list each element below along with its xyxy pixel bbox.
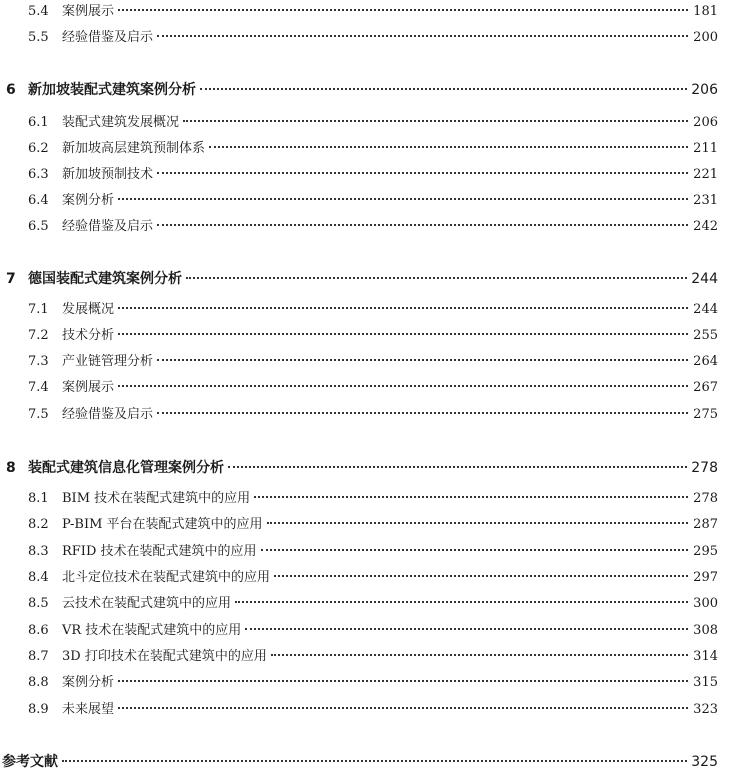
dot-leader: [157, 224, 688, 226]
toc-entry-number: 8.9: [28, 702, 49, 717]
toc-entry-number: 8.5: [28, 596, 49, 611]
dot-leader: [228, 466, 687, 468]
toc-entry[interactable]: [28, 621, 718, 641]
toc-entry[interactable]: [28, 405, 718, 425]
toc-entry[interactable]: [28, 28, 718, 48]
dot-leader: [271, 654, 688, 656]
dot-leader: [118, 198, 688, 200]
dot-leader: [267, 522, 688, 524]
dot-leader: [183, 120, 688, 122]
dot-leader: [186, 277, 687, 279]
toc-entry-title: 经验借鉴及启示: [62, 407, 154, 422]
dot-leader: [118, 9, 688, 11]
toc-entry-page: 211: [693, 141, 718, 156]
toc-entry[interactable]: [28, 139, 718, 159]
dot-leader: [62, 760, 687, 762]
toc-entry-page: 295: [693, 544, 718, 559]
toc-entry-title: 经验借鉴及启示: [62, 30, 154, 45]
toc-entry[interactable]: [28, 515, 718, 535]
dot-leader: [118, 307, 688, 309]
toc-entry-page: 297: [693, 570, 718, 585]
toc-chapter-number: 8: [6, 460, 16, 476]
toc-entry-title: 产业链管理分析: [62, 354, 154, 369]
toc-entry-title: BIM 技术在装配式建筑中的应用: [62, 491, 251, 506]
toc-entry-page: 315: [693, 675, 718, 690]
toc-entry-page: 300: [693, 596, 718, 611]
toc-entry-number: 6.5: [28, 219, 49, 234]
dot-leader: [245, 628, 688, 630]
toc-entry[interactable]: [28, 217, 718, 237]
toc-entry[interactable]: [28, 191, 718, 211]
toc-entry-title: 新加坡高层建筑预制体系: [62, 141, 206, 156]
toc-references-title: 参考文献: [2, 754, 58, 770]
toc-entry-number: 8.1: [28, 491, 49, 506]
toc-entry-number: 8.2: [28, 517, 49, 532]
toc-entry-title: 新加坡预制技术: [62, 167, 154, 182]
toc-chapter-page: 244: [691, 271, 718, 287]
toc-entry-number: 6.2: [28, 141, 49, 156]
toc-entry-number: 8.8: [28, 675, 49, 690]
toc-entry[interactable]: [28, 673, 718, 693]
dot-leader: [261, 549, 689, 551]
toc-entry-title: RFID 技术在装配式建筑中的应用: [62, 544, 257, 559]
toc-entry-page: 308: [693, 623, 718, 638]
dot-leader: [200, 88, 687, 90]
toc-entry-title: 装配式建筑发展概况: [62, 115, 180, 130]
toc-entry-title: 未来展望: [62, 702, 115, 717]
toc-entry-page: 206: [693, 115, 718, 130]
toc-entry[interactable]: [28, 647, 718, 667]
toc-entry-page: 231: [693, 193, 718, 208]
toc-entry-page: 323: [693, 702, 718, 717]
toc-entry[interactable]: [28, 700, 718, 720]
dot-leader: [118, 385, 688, 387]
toc-entry-number: 6.1: [28, 115, 49, 130]
toc-entry[interactable]: [28, 113, 718, 133]
toc-entry-title: 技术分析: [62, 328, 115, 343]
dot-leader: [157, 172, 688, 174]
toc-entry-page: 221: [693, 167, 718, 182]
toc-chapter-number: 7: [6, 271, 16, 287]
toc-entry-page: 278: [693, 491, 718, 506]
toc-chapter-title: 新加坡装配式建筑案例分析: [28, 82, 196, 98]
toc-chapter-title: 装配式建筑信息化管理案例分析: [28, 460, 224, 476]
dot-leader: [118, 680, 688, 682]
toc-entry[interactable]: [28, 568, 718, 588]
toc-entry-title: 案例展示: [62, 4, 115, 19]
toc-entry-number: 7.4: [28, 380, 49, 395]
dot-leader: [274, 575, 688, 577]
toc-entry-number: 6.4: [28, 193, 49, 208]
toc-entry-number: 8.7: [28, 649, 49, 664]
toc-entry-page: 200: [693, 30, 718, 45]
toc-references-page: 325: [691, 754, 718, 770]
toc-entry-title: 北斗定位技术在装配式建筑中的应用: [62, 570, 271, 585]
dot-leader: [209, 146, 688, 148]
toc-chapter-page: 206: [691, 82, 718, 98]
toc-entry-number: 8.4: [28, 570, 49, 585]
toc-entry-number: 8.3: [28, 544, 49, 559]
toc-chapter-number: 6: [6, 82, 16, 98]
toc-entry-number: 5.4: [28, 4, 49, 19]
toc-entry-number: 7.5: [28, 407, 49, 422]
toc-chapter[interactable]: [6, 80, 718, 100]
toc-entry-page: 244: [693, 302, 718, 317]
dot-leader: [254, 496, 688, 498]
toc-chapter[interactable]: [6, 269, 718, 289]
toc-entry[interactable]: [28, 165, 718, 185]
toc-entry-title: 案例分析: [62, 675, 115, 690]
toc-entry[interactable]: [28, 594, 718, 614]
toc-entry[interactable]: [28, 300, 718, 320]
toc-entry-title: 案例分析: [62, 193, 115, 208]
toc-entry-number: 7.3: [28, 354, 49, 369]
toc-entry[interactable]: [28, 489, 718, 509]
toc-entry-page: 314: [693, 649, 718, 664]
toc-entry-number: 6.3: [28, 167, 49, 182]
dot-leader: [235, 601, 688, 603]
toc-entry-title: 经验借鉴及启示: [62, 219, 154, 234]
toc-entry[interactable]: [28, 352, 718, 372]
dot-leader: [157, 412, 688, 414]
toc-entry[interactable]: [28, 378, 718, 398]
dot-leader: [157, 359, 688, 361]
toc-chapter-title: 德国装配式建筑案例分析: [28, 271, 182, 287]
toc-entry-title: 发展概况: [62, 302, 115, 317]
toc-entry-title: 云技术在装配式建筑中的应用: [62, 596, 232, 611]
toc-entry-number: 7.2: [28, 328, 49, 343]
toc-chapter-page: 278: [691, 460, 718, 476]
dot-leader: [118, 333, 688, 335]
toc-entry-number: 8.6: [28, 623, 49, 638]
toc-entry[interactable]: [28, 326, 718, 346]
toc-references[interactable]: [2, 752, 718, 772]
toc-entry-title: 案例展示: [62, 380, 115, 395]
dot-leader: [157, 35, 688, 37]
toc-entry-page: 255: [693, 328, 718, 343]
toc-entry[interactable]: [28, 542, 718, 562]
toc-entry-page: 181: [693, 4, 718, 19]
toc-chapter[interactable]: [6, 458, 718, 478]
dot-leader: [118, 707, 688, 709]
toc-entry-page: 242: [693, 219, 718, 234]
toc-entry-page: 267: [693, 380, 718, 395]
toc-entry-page: 275: [693, 407, 718, 422]
toc-entry-page: 264: [693, 354, 718, 369]
toc-entry-number: 7.1: [28, 302, 49, 317]
toc-entry[interactable]: [28, 2, 718, 22]
toc-entry-title: VR 技术在装配式建筑中的应用: [62, 623, 242, 638]
toc-entry-page: 287: [693, 517, 718, 532]
toc-entry-number: 5.5: [28, 30, 49, 45]
toc-entry-title: P-BIM 平台在装配式建筑中的应用: [62, 517, 263, 532]
toc-entry-title: 3D 打印技术在装配式建筑中的应用: [62, 649, 267, 664]
